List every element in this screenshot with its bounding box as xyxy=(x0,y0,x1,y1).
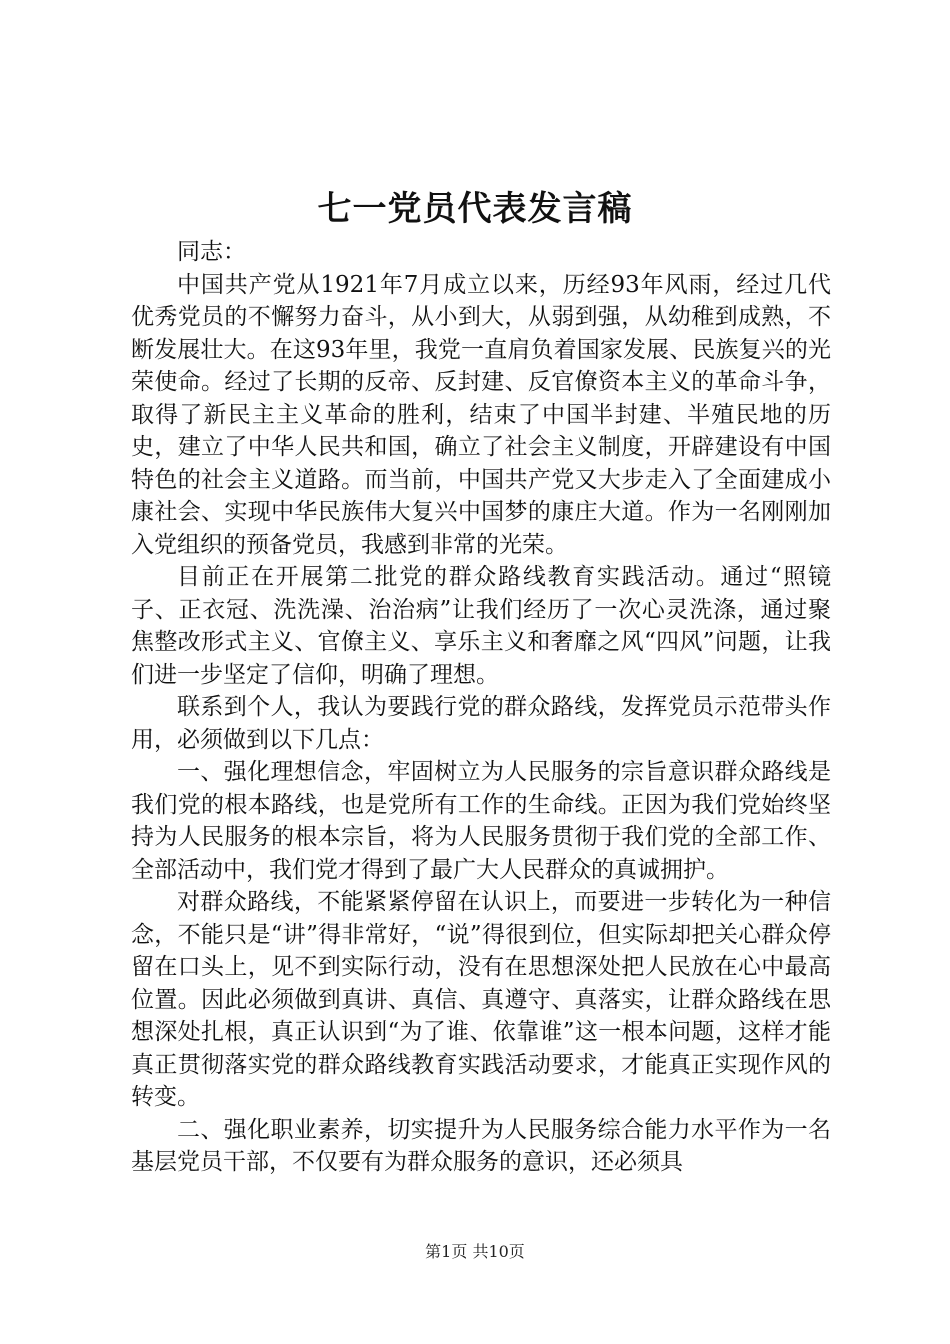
body-paragraph: 对群众路线，不能紧紧停留在认识上，而要进一步转化为一种信念，不能只是“讲”得非常好，“说”得很到位，但实际却把关心群众停留在口头上，见不到实际行动，没有在思想深处把人民放在心中最高位置。因此必须做到真讲、真信、真遵守、真落实，让群众路线在思想深处扎根，真正认识到“为了谁、依靠谁”这一根本问题，这样才能真正贯彻落实党的群众路线教育实践活动要求，才能真正实现作风的转变。 xyxy=(131,889,831,1110)
body-paragraph: 目前正在开展第二批党的群众路线教育实践活动。通过“照镜子、正衣冠、洗洗澡、治治病”让我们经历了一次心灵洗涤，通过聚焦整改形式主义、官僚主义、享乐主义和奢靡之风“四风”问题，让我们进一步坚定了信仰，明确了理想。 xyxy=(131,564,831,688)
salutation: 同志： xyxy=(177,239,246,265)
body-paragraph: 联系到个人，我认为要践行党的群众路线，发挥党员示范带头作用，必须做到以下几点： xyxy=(131,694,831,753)
body-paragraph: 中国共产党从1921年7月成立以来，历经93年风雨，经过几代优秀党员的不懈努力奋斗，从小到大，从弱到强，从幼稚到成熟，不断发展壮大。在这93年里，我党一直肩负着国家发展、民族复兴的光荣使命。经过了长期的反帝、反封建、反官僚资本主义的革命斗争，取得了新民主主义革命的胜利，结束了中国半封建、半殖民地的历史，建立了中华人民共和国，确立了社会主义制度，开辟建设有中国特色的社会主义道路。而当前，中国共产党又大步走入了全面建成小康社会、实现中华民族伟大复兴中国梦的康庄大道。作为一名刚刚加入党组织的预备党员，我感到非常的光荣。 xyxy=(131,271,831,558)
page-title: 七一党员代表发言稿 xyxy=(317,189,633,229)
page-number-footer: 第1页 共10页 xyxy=(425,1242,525,1261)
document-body xyxy=(131,236,831,1179)
body-paragraph: 二、强化职业素养，切实提升为人民服务综合能力水平作为一名基层党员干部，不仅要有为群众服务的意识，还必须具 xyxy=(131,1116,831,1175)
body-paragraph: 一、强化理想信念，牢固树立为人民服务的宗旨意识群众路线是我们党的根本路线，也是党所有工作的生命线。正因为我们党始终坚持为人民服务的根本宗旨，将为人民服务贯彻于我们党的全部工作、全部活动中，我们党才得到了最广大人民群众的真诚拥护。 xyxy=(131,759,831,883)
